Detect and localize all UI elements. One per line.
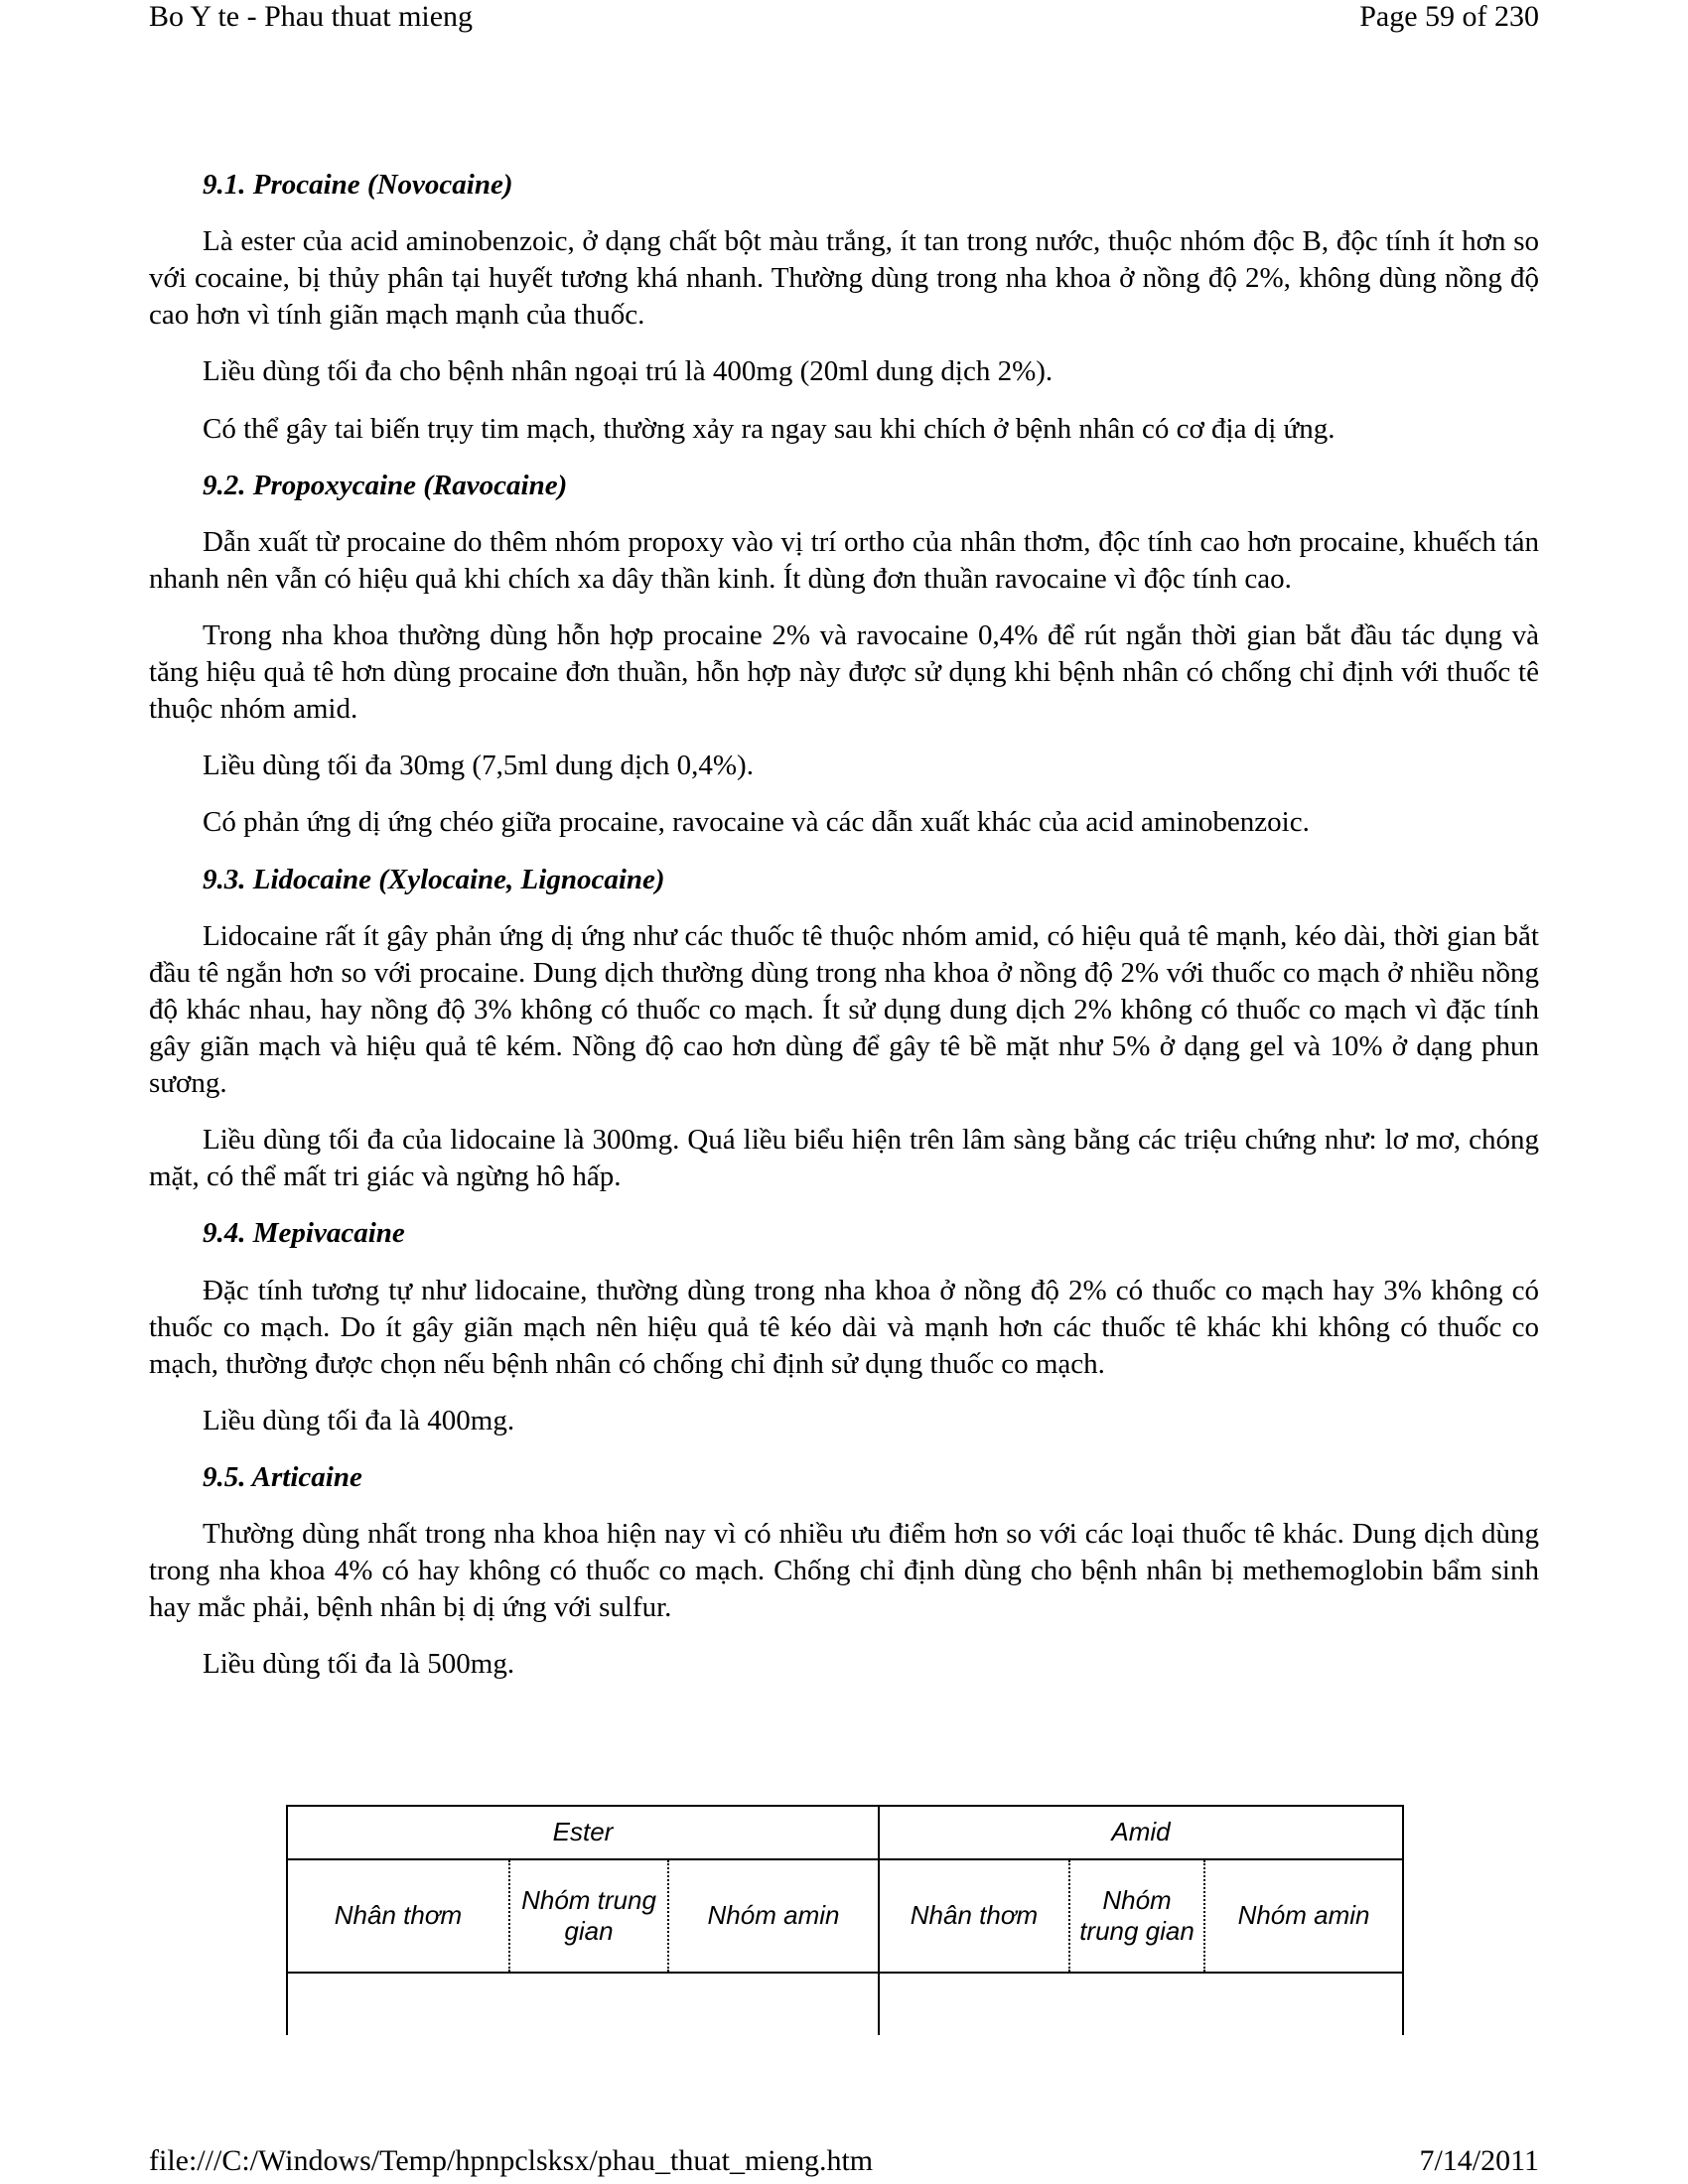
page-header [149,0,1539,40]
section-mepivacaine [149,1215,1539,1439]
structure-table [286,1805,1404,2035]
paragraph: Liều dùng tối đa là 400mg. [203,1404,515,1436]
section-heading: 9.5. Articaine [203,1460,362,1493]
table-cell: Nhóm amin [1204,1859,1403,1973]
table-row [287,1973,1403,2035]
group-header-amid: Amid [879,1806,1403,1859]
section-heading: 9.3. Lidocaine (Xylocaine, Lignocaine) [203,863,665,895]
paragraph: Dẫn xuất từ procaine do thêm nhóm propoxy vào vị trí ortho của nhân thơm, độc tính cao hơn procaine, khuếch tán nhanh nên vẫn có hiệu quả khi chích xa dây thần kinh. Ít dùng đơn thuần ravocaine vì độc tính cao. [149,525,1539,595]
paragraph: Liều dùng tối đa là 500mg. [203,1648,515,1681]
table-cell: Nhân thơm [287,1859,509,1973]
table-cell: Nhóm amin [668,1859,879,1973]
paragraph: Lidocaine rất ít gây phản ứng dị ứng như các thuốc tê thuộc nhóm amid, có hiệu quả tê mạnh, kéo dài, thời gian bắt đầu tê ngắn hơn so với procaine. Dung dịch thường dùng trong nha khoa ở nồng độ 2% với thuốc co mạch ở nhiều nồng độ khác nhau, hay nồng độ 3% không có thuốc co mạch. Ít sử dụng dung dịch 2% không có thuốc co mạch vì đặc tính gây giãn mạch và hiệu quả tê kém. Nồng độ cao hơn dùng để gây tê bề mặt như 5% ở dạng gel và 10% ở dạng phun sương. [149,919,1539,1100]
table-cell: Nhân thơm [879,1859,1069,1973]
anesthetic-structure-table [286,1805,1402,2035]
page-footer [149,2144,1539,2184]
table-cell: Nhóm trung gian [1069,1859,1204,1973]
table-row [287,1859,1403,1973]
document-title: Bo Y te - Phau thuat mieng [149,0,474,33]
group-header-ester: Ester [287,1806,879,1859]
paragraph: Thường dùng nhất trong nha khoa hiện nay vì có nhiều ưu điểm hơn so với các loại thuốc tê khác. Dung dịch dùng trong nha khoa 4% có hay không có thuốc co mạch. Chống chỉ định dùng cho bệnh nhân bị methemoglobin bẩm sinh hay mắc phải, bệnh nhân bị dị ứng với sulfur. [149,1518,1539,1624]
paragraph: Liều dùng tối đa của lidocaine là 300mg. Quá liều biểu hiện trên lâm sàng bằng các triệu chứng như: lơ mơ, chóng mặt, có thể mất tri giác và ngừng hô hấp. [149,1124,1539,1193]
paragraph: Có phản ứng dị ứng chéo giữa procaine, ravocaine và các dẫn xuất khác của acid aminobenzoic. [203,806,1310,839]
paragraph: Đặc tính tương tự như lidocaine, thường dùng trong nha khoa ở nồng độ 2% có thuốc co mạch hay 3% không có thuốc co mạch. Do ít gây giãn mạch nên hiệu quả tê kéo dài và mạnh hơn các thuốc tê khác khi không có thuốc co mạch, thường được chọn nếu bệnh nhân có chống chỉ định sử dụng thuốc co mạch. [149,1274,1539,1380]
section-propoxycaine [149,468,1539,842]
paragraph: Liều dùng tối đa 30mg (7,5ml dung dịch 0,4%). [203,750,754,782]
paragraph: Trong nha khoa thường dùng hỗn hợp procaine 2% và ravocaine 0,4% để rút ngắn thời gian bắt đầu tác dụng và tăng hiệu quả tê hơn dùng procaine đơn thuần, hỗn hợp này được sử dụng khi bệnh nhân có chống chỉ định với thuốc tê thuộc nhóm amid. [149,618,1539,726]
file-path: file:///C:/Windows/Temp/hpnpclsksx/phau_thuat_mieng.htm [149,2144,874,2177]
document-body [149,167,1539,1704]
paragraph: Là ester của acid aminobenzoic, ở dạng chất bột màu trắng, ít tan trong nước, thuộc nhóm độc B, độc tính ít hơn so với cocaine, bị thủy phân tại huyết tương khá nhanh. Thường dùng trong nha khoa ở nồng độ 2%, không dùng nồng độ cao hơn vì tính giãn mạch mạnh của thuốc. [149,225,1539,332]
table-cell [287,1973,879,2035]
section-lidocaine [149,862,1539,1196]
print-date: 7/14/2011 [1419,2144,1539,2177]
table-cell [879,1973,1403,2035]
section-heading: 9.1. Procaine (Novocaine) [203,169,513,201]
section-articaine [149,1459,1539,1684]
section-heading: 9.4. Mepivacaine [203,1217,405,1250]
table-row [287,1806,1403,1859]
paragraph: Có thể gây tai biến trụy tim mạch, thường xảy ra ngay sau khi chích ở bệnh nhân có cơ địa dị ứng. [203,412,1336,445]
table-cell: Nhóm trung gian [509,1859,668,1973]
section-heading: 9.2. Propoxycaine (Ravocaine) [203,469,568,501]
section-procaine [149,167,1539,448]
page-number: Page 59 of 230 [1359,0,1539,33]
paragraph: Liều dùng tối đa cho bệnh nhân ngoại trú là 400mg (20ml dung dịch 2%). [203,355,1054,388]
